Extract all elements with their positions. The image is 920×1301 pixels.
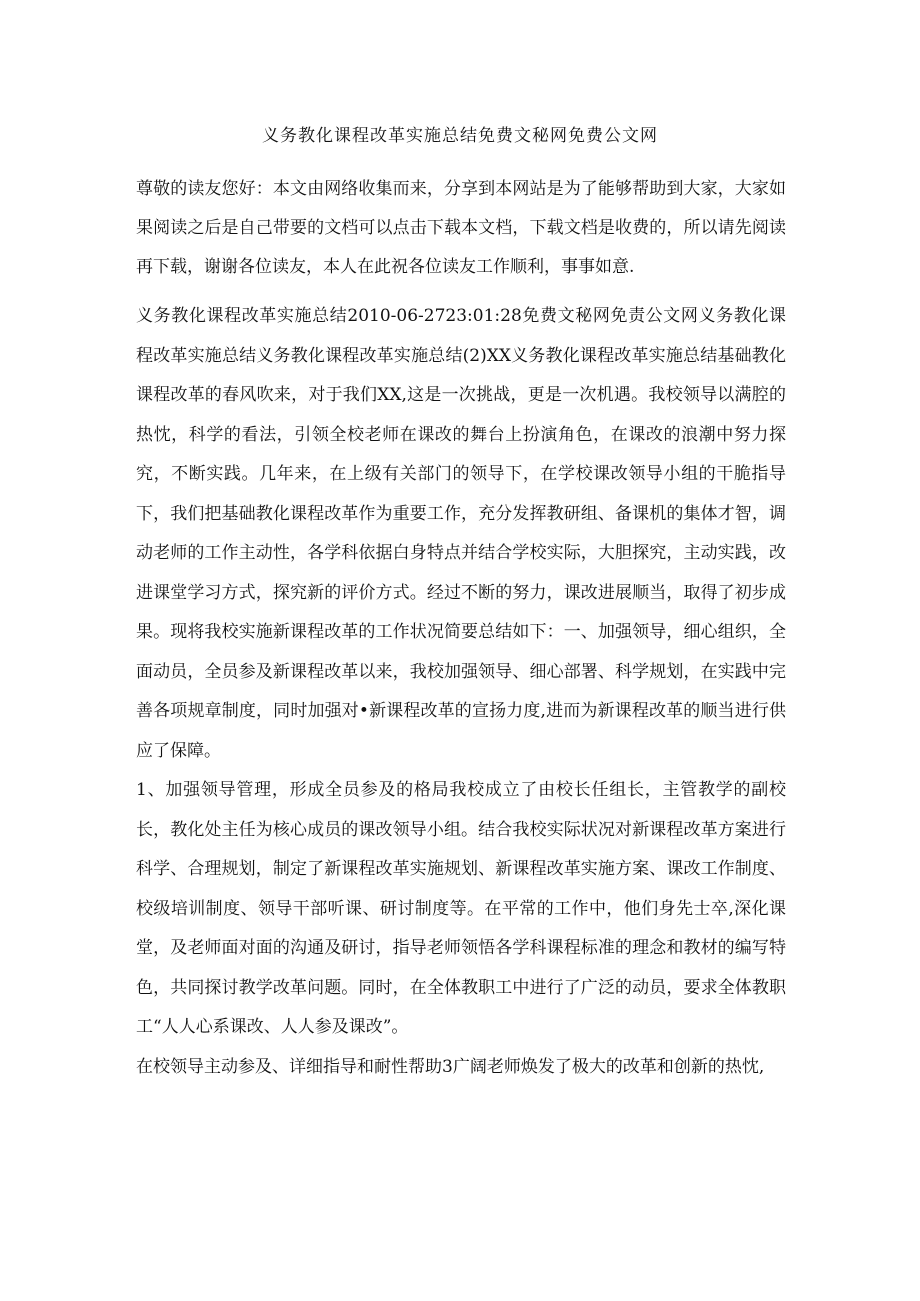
body-paragraph-2: 1、加强领导管理，形成全员参及的格局我校成立了由校长任组长，主管教学的副校长，教化处主任为核心成员的课改领导小组。结合我校实际状况对新课程改革方案进行科学、合理规划，制定了新课程改革实施规划、新课程改革实施方案、课改工作制度、校级培训制度、领导干部听课、研讨制度等。在平常的工作中，他们身先士卒,深化课堂，及老师面对面的沟通及研讨，指导老师领悟各学科课程标准的理念和教材的编写特色，共同探讨教学改革问题。同时，在全体教职工中进行了广泛的动员，要求全体教职工“人人心系课改、人人参及课改”。 (136, 780, 786, 1037)
body-paragraph-1: 义务教化课程改革实施总结2010-06-2723:01:28免费文秘网免责公文网义务教化课程改革实施总结义务教化课程改革实施总结(2)XX义务教化课程改革实施总结基础教化课程改革的春风吹来，对于我们XX,这是一次挑战，更是一次机遇。我校领导以满腔的热忱，科学的看法，引领全校老师在课改的舞台上扮演角色，在课改的浪潮中努力探究，不断实践。几年来，在上级有关部门的领导下，在学校课改领导小组的干脆指导下，我们把基础教化课程改革作为重要工作，充分发挥教研组、备课机的集体才智，调动老师的工作主动性，各学科依据白身特点并结合学校实际，大胆探究，主动实践，改进课堂学习方式，探究新的评价方式。经过不断的努力，课改进展顺当，取得了初步成果。现将我校实施新课程改革的工作状况简要总结如下：一、加强领导，细心组织，全面动员，全员参及新课程改革以来，我校加强领导、细心部署、科学规划，在实践中完善各项规章制度，同时加强对•新课程改革的宣扬力度,进而为新课程改革的顺当进行供应了保障。 (136, 306, 786, 761)
document-body (136, 297, 786, 1087)
body-paragraph-3: 在校领导主动参及、详细指导和耐性帮助3广阔老师焕发了极大的改革和创新的热忱, (136, 1056, 765, 1077)
reader-notice: 尊敬的读友您好：本文由网络收集而来，分享到本网站是为了能够帮助到大家，大家如果阅读之后是自己带要的文档可以点击下载本文档，下载文档是收费的，所以请先阅读再下载，谢谢各位读友，本人在此祝各位读友工作顺利，事事如意. (136, 179, 786, 277)
document-title: 义务教化课程改革实施总结免费文秘网免费公文网 (262, 126, 658, 146)
